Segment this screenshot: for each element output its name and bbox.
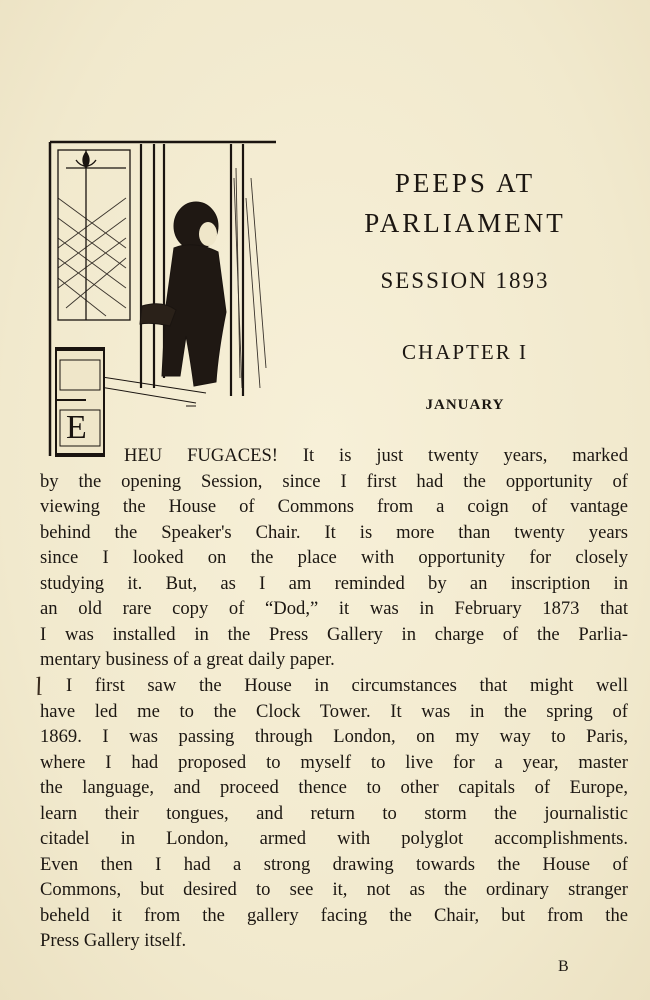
paragraph-line: behind the Speaker's Chair. It is more than twenty years [40,521,628,543]
paragraph-line: 1869. I was passing through London, on my way to Paris, [40,726,628,747]
paragraph-line: by the opening Session, since I first had the opportunity of [40,470,628,492]
paragraph-2 [40,673,628,954]
paragraph-line: I was installed in the Press Gallery in charge of the Parlia- [40,623,628,645]
paragraph-line: citadel in London, armed with polyglot accomplishments. [40,828,628,849]
paragraph-line: have led me to the Clock Tower. It was in the spring of [40,700,628,722]
paragraph-line: Commons, but desired to see it, not as the ordinary stranger [40,879,628,900]
paragraph-line: Even then I had a strong drawing towards the House of [40,853,628,875]
paragraph-line: HEU FUGACES! It is just twenty years, marked [124,445,628,466]
paragraph-line: beheld it from the gallery facing the Chair, but from the [40,904,628,926]
title-line-2: PARLIAMENT [364,208,566,238]
paragraph-line: Press Gallery itself. [40,930,187,951]
paragraph-line: I first saw the House in circumstances that might well [66,675,628,696]
handwritten-margin-mark: l [32,671,45,702]
svg-text:E: E [66,409,87,446]
signature-mark: B [558,958,570,975]
session-heading: SESSION 1893 [380,268,550,293]
chapter-heading: CHAPTER I [402,340,528,364]
paragraph-line: the language, and proceed thence to other capitals of Europe, [40,777,628,798]
title-line-1: PEEPS AT [394,168,536,198]
paragraph-line: learn their tongues, and return to storm the journalistic [40,802,628,824]
paragraph-1 [40,443,628,673]
paragraph-line: mentary business of a great daily paper. [40,649,335,670]
drop-cap-illustration [46,138,278,458]
paragraph-line: since I looked on the place with opportunity for closely [40,547,628,568]
paragraph-line: an old rare copy of “Dod,” it was in February 1873 that [40,598,628,619]
paragraph-line: viewing the House of Commons from a coign of vantage [40,496,628,517]
paragraph-line: where I had proposed to myself to live for a year, master [40,751,628,773]
month-heading: JANUARY [425,397,505,413]
paragraph-line: studying it. But, as I am reminded by an inscription in [40,572,628,594]
